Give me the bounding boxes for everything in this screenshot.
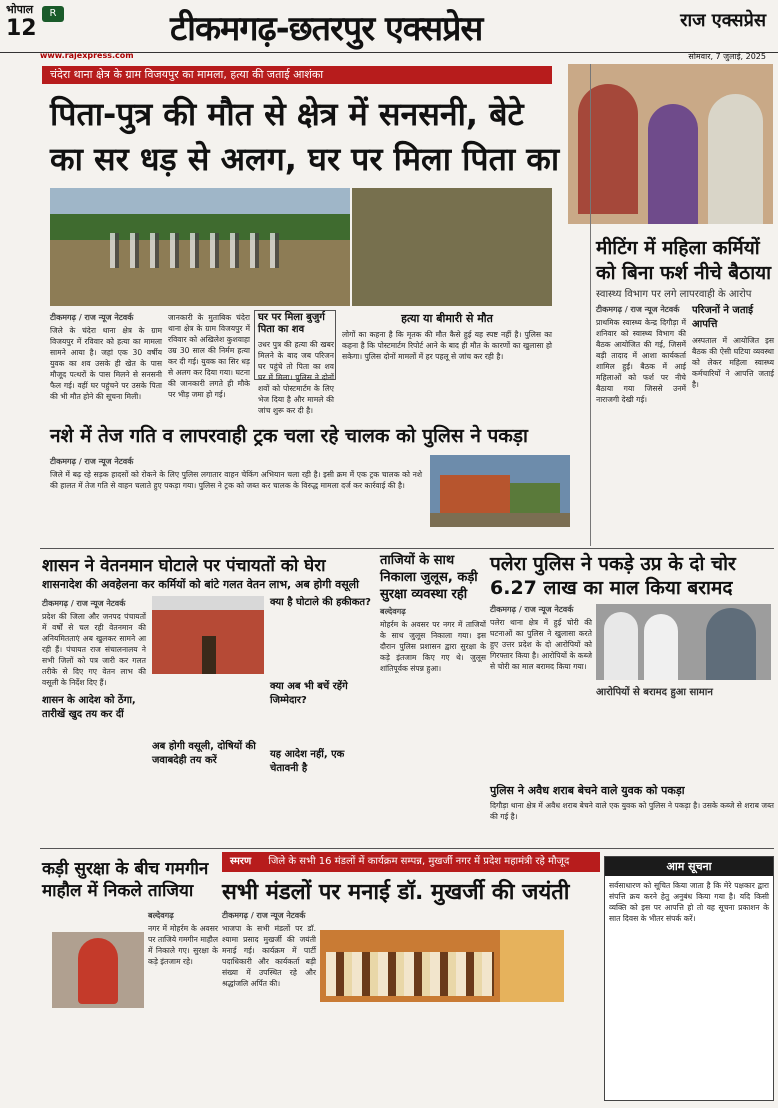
salary-col-2 bbox=[152, 680, 264, 848]
mukherji-text: भाजपा के सभी मंडलों पर डॉ. श्यामा प्रसाद मुखर्जी की जयंती मनाई गई। कार्यक्रम में पार्टी पदाधिकारी और कार्यकर्ता बड़ी संख्या में उपस्थित रहे और श्रद्धांजलि अर्पित की। bbox=[222, 924, 316, 988]
lead-side-col bbox=[258, 312, 334, 415]
brand-name: राज एक्सप्रेस bbox=[680, 10, 766, 31]
meeting-byline: टीकमगढ़ / राज न्यूज नेटवर्क bbox=[596, 305, 680, 314]
lead-side-subhead: घर पर मिला बुजुर्ग पिता का शव bbox=[258, 312, 325, 335]
truck-text: जिले में बढ़ रहे सड़क हादसों को रोकने के लिए पुलिस लगातार वाहन चेकिंग अभियान चला रही है। इसी क्रम में एक ट्रक चालक को नशे की हालत में तेज गति से वाहन चलाते हुए पकड़ा गया। पुलिस ने ट्रक को जब्त कर चालक के विरुद्ध मामला दर्ज कर कार्रवाई की है। bbox=[50, 470, 422, 490]
truck-photo bbox=[430, 455, 570, 527]
truck-headline: नशे में तेज गति व लापरवाही ट्रक चला रहे चालक को पुलिस ने पकड़ा bbox=[50, 425, 528, 447]
raj-logo-icon: R bbox=[42, 6, 64, 22]
victim-photo bbox=[352, 188, 552, 306]
salary-headline: शासन ने वेतनमान घोटाले पर पंचायतों को घेरा bbox=[42, 556, 326, 576]
crime-scene-photo bbox=[50, 188, 350, 306]
salary-subhead: शासनादेश की अवहेलना कर कर्मियों को बांटे गलत वेतन लाभ, अब होगी वसूली bbox=[42, 578, 359, 591]
accused-photo bbox=[596, 604, 771, 680]
theft-col bbox=[490, 604, 592, 704]
salary-sub1: शासन के आदेश को ठेंगा, तारीखें खुद तय कर दीं bbox=[42, 695, 136, 720]
issue-date: सोमवार, 7 जुलाई, 2025 bbox=[688, 52, 766, 61]
smaran-tag: स्मरण bbox=[230, 856, 252, 867]
theft-headline: पलेरा पुलिस ने पकड़े उप्र के दो चोर 6.27 लाख का माल किया बरामद bbox=[490, 553, 736, 599]
panchayat-building-photo bbox=[152, 596, 264, 674]
jayanti-event-photo bbox=[320, 930, 500, 1002]
muharram-byline: बल्देवगढ़ bbox=[148, 911, 174, 920]
salary-q2: क्या अब भी बचें रहेंगे जिम्मेदार? bbox=[270, 681, 348, 706]
meeting-subhead: स्वास्थ्य विभाग पर लगे लापरवाही के आरोप bbox=[596, 289, 752, 300]
salary-byline: टीकमगढ़ / राज न्यूज नेटवर्क bbox=[42, 599, 126, 608]
truck-byline: टीकमगढ़ / राज न्यूज नेटवर्क bbox=[50, 457, 134, 466]
muharram-col bbox=[148, 910, 218, 1010]
lead-box-head: हत्या या बीमारी से मौत bbox=[401, 312, 493, 325]
meeting-photo bbox=[568, 64, 773, 224]
meeting-headline: मीटिंग में महिला कर्मियों को बिना फर्श नीचे बैठाया bbox=[596, 237, 772, 284]
salary-text: प्रदेश की जिला और जनपद पंचायतों में वर्षों से चल रही वेतनमान की अनियमितताएं अब खुलकर सामने आ रही हैं। पंचायत राज संचालनालय ने सभी जिलों को पत्र जारी कर गलत तरीके से दिए गए वेतन लाभ की वसूली के निर्देश दिए हैं। bbox=[42, 612, 146, 687]
section-rule-2 bbox=[40, 848, 774, 849]
lead-box-text: लोगों का कहना है कि मृतक की मौत कैसे हुई यह स्पष्ट नहीं है। पुलिस का कहना है कि पोस्टमार्टम रिपोर्ट आने के बाद ही मौत के कारणों का खुलासा हो सकेगा। पुलिस दोनों मामलों में हर पहलू से जांच कर रही है। bbox=[342, 330, 552, 361]
salary-sub2: अब होगी वसूली, दोषियों की जवाबदेही तय करें bbox=[152, 741, 256, 766]
lead-kicker: चंदेरा थाना क्षेत्र के ग्राम विजयपुर का मामला, हत्या की जताई आशंका bbox=[42, 66, 552, 84]
mukherji-byline: टीकमगढ़ / राज न्यूज नेटवर्क bbox=[222, 911, 306, 920]
mukherji-col bbox=[222, 910, 316, 1100]
theft-text: पलेरा थाना क्षेत्र में हुई चोरी की घटनाओं का पुलिस ने खुलासा करते हुए उत्तर प्रदेश के दो आरोपियों को गिरफ्तार किया है। आरोपियों के कब्जे से चोरी का माल बरामद किया गया। bbox=[490, 618, 592, 671]
meeting-box-text: अस्पताल में आयोजित इस बैठक की ऐसी घटिया व्यवस्था को लेकर महिला स्वास्थ्य कर्मचारियों ने आपत्ति जताई है। bbox=[692, 336, 774, 389]
lead-byline: टीकमगढ़ / राज न्यूज नेटवर्क bbox=[50, 313, 134, 322]
tazia-col bbox=[380, 606, 486, 842]
liquor-headline: पुलिस ने अवैध शराब बेचने वाले युवक को पकड़ा bbox=[490, 784, 685, 797]
smaran-strip-text: जिले के सभी 16 मंडलों में कार्यक्रम सम्पन्न, मुखर्जी नगर में प्रदेश महामंत्री रहे मौजूद bbox=[268, 856, 570, 867]
salary-q3: यह आदेश नहीं, एक चेतावनी है bbox=[270, 749, 345, 774]
tazia-byline: बल्देवगढ़ bbox=[380, 607, 406, 616]
tazia-headline: ताजियों के साथ निकाला जुलूस, कड़ी सुरक्षा व्यवस्था रही bbox=[380, 553, 478, 602]
notice-text: सर्वसाधारण को सूचित किया जाता है कि मेरे पक्षकार द्वारा संपत्ति क्रय करने हेतु अनुबंध किया गया है। यदि किसी व्यक्ति को इस पर आपत्ति हो तो वह सूचना प्रकाशन के सात दिवस के भीतर संपर्क करें। bbox=[609, 881, 769, 923]
meeting-text: प्राथमिक स्वास्थ्य केन्द्र दिगौड़ा में शनिवार को स्वास्थ्य विभाग की बैठक आयोजित की गई, जिसमें बड़ी तादाद में आशा कार्यकर्ता शामिल हुईं। बैठक में आई महिलाओं को फर्श पर नीचे बैठाया गया जिससे उनमें नाराजगी देखी गई। bbox=[596, 318, 686, 404]
section-rule bbox=[40, 548, 774, 549]
lead-headline: पिता-पुत्र की मौत से क्षेत्र में सनसनी, बेटे का सर धड़ से अलग, घर पर मिला पिता का bbox=[50, 95, 560, 178]
meeting-col-1 bbox=[596, 304, 686, 546]
theft-byline: टीकमगढ़ / राज न्यूज नेटवर्क bbox=[490, 605, 574, 614]
lead-side-text: उधर पुत्र की हत्या की खबर मिलने के बाद जब परिजन घर पहुंचे तो पिता का शव घर में मिला। पुलिस ने दोनों शवों को पोस्टमार्टम के लिए भेज दिया है और मामले की जांच शुरू कर दी है। bbox=[258, 340, 334, 415]
site-url[interactable]: www.rajexpress.com bbox=[40, 51, 134, 60]
truck-col bbox=[50, 456, 422, 540]
liquor-col bbox=[490, 800, 774, 844]
meeting-col-2 bbox=[692, 304, 774, 546]
page-number: 12 bbox=[6, 16, 37, 41]
lead-col-2 bbox=[168, 312, 250, 399]
mukherji-headline: सभी मंडलों पर मनाई डॉ. मुखर्जी की जयंती bbox=[222, 880, 570, 905]
masthead bbox=[0, 0, 778, 62]
lead-text-1: जिले के चंदेरा थाना क्षेत्र के ग्राम विजयपुर में रविवार को हत्या का मामला सामने आया है। जहां एक 30 वर्षीय युवक का शव उसके ही खेत के पास मौजूद पत्थरों के पास मिलने से सनसनी फैल गई। वहीं घर पहुंचने पर उसके पिता की भी मौत होने की सूचना मिली। bbox=[50, 326, 162, 401]
salary-q1: क्या है घोटाले की हकीकत? bbox=[270, 597, 371, 608]
public-notice bbox=[604, 856, 774, 1101]
theft-caption: आरोपियों से बरामद हुआ सामान bbox=[596, 687, 713, 698]
muharram-headline: कड़ी सुरक्षा के बीच गमगीन माहौल में निकले ताजिया bbox=[42, 859, 209, 901]
edition-label: भोपाल bbox=[6, 3, 34, 16]
muharram-text: नगर में मोहर्रम के अवसर पर ताजिये गमगीन माहौल में निकाले गए। सुरक्षा के कड़े इंतजाम रहे। bbox=[148, 924, 218, 966]
page-title: टीकमगढ़-छतरपुर एक्सप्रेस bbox=[170, 9, 483, 49]
tazia-text: मोहर्रम के अवसर पर नगर में ताजियों के साथ जुलूस निकाला गया। इस दौरान पुलिस प्रशासन द्वारा सुरक्षा के कड़े इंतजाम किए गए थे। जुलूस शांतिपूर्वक संपन्न हुआ। bbox=[380, 620, 486, 673]
notice-header: आम सूचना bbox=[605, 857, 773, 876]
liquor-text: दिगौड़ा थाना क्षेत्र में अवैध शराब बेचने वाले एक युवक को पुलिस ने पकड़ा है। उसके कब्जे से शराब जब्त की गई है। bbox=[490, 801, 774, 821]
meeting-box-head: परिजनों ने जताई आपत्ति bbox=[692, 305, 754, 330]
column-rule bbox=[590, 64, 591, 546]
lead-text-2: जानकारी के मुताबिक चंदेरा थाना क्षेत्र के ग्राम विजयपुर में रविवार को अखिलेश कुशवाहा उम्र 30 साल की निर्मम हत्या कर दी गई। युवक का सिर धड़ से अलग कर दिया गया। घटना की जानकारी लगते ही मौके पर भीड़ जमा हो गई। bbox=[168, 313, 250, 399]
smaran-strip bbox=[222, 852, 600, 872]
tazia-photo bbox=[52, 932, 144, 1008]
lead-col-1 bbox=[50, 312, 162, 401]
salary-col-3 bbox=[270, 596, 374, 848]
jayanti-event-photo-2 bbox=[500, 930, 564, 1002]
salary-col-1 bbox=[42, 598, 146, 848]
lead-box-col bbox=[342, 312, 552, 378]
